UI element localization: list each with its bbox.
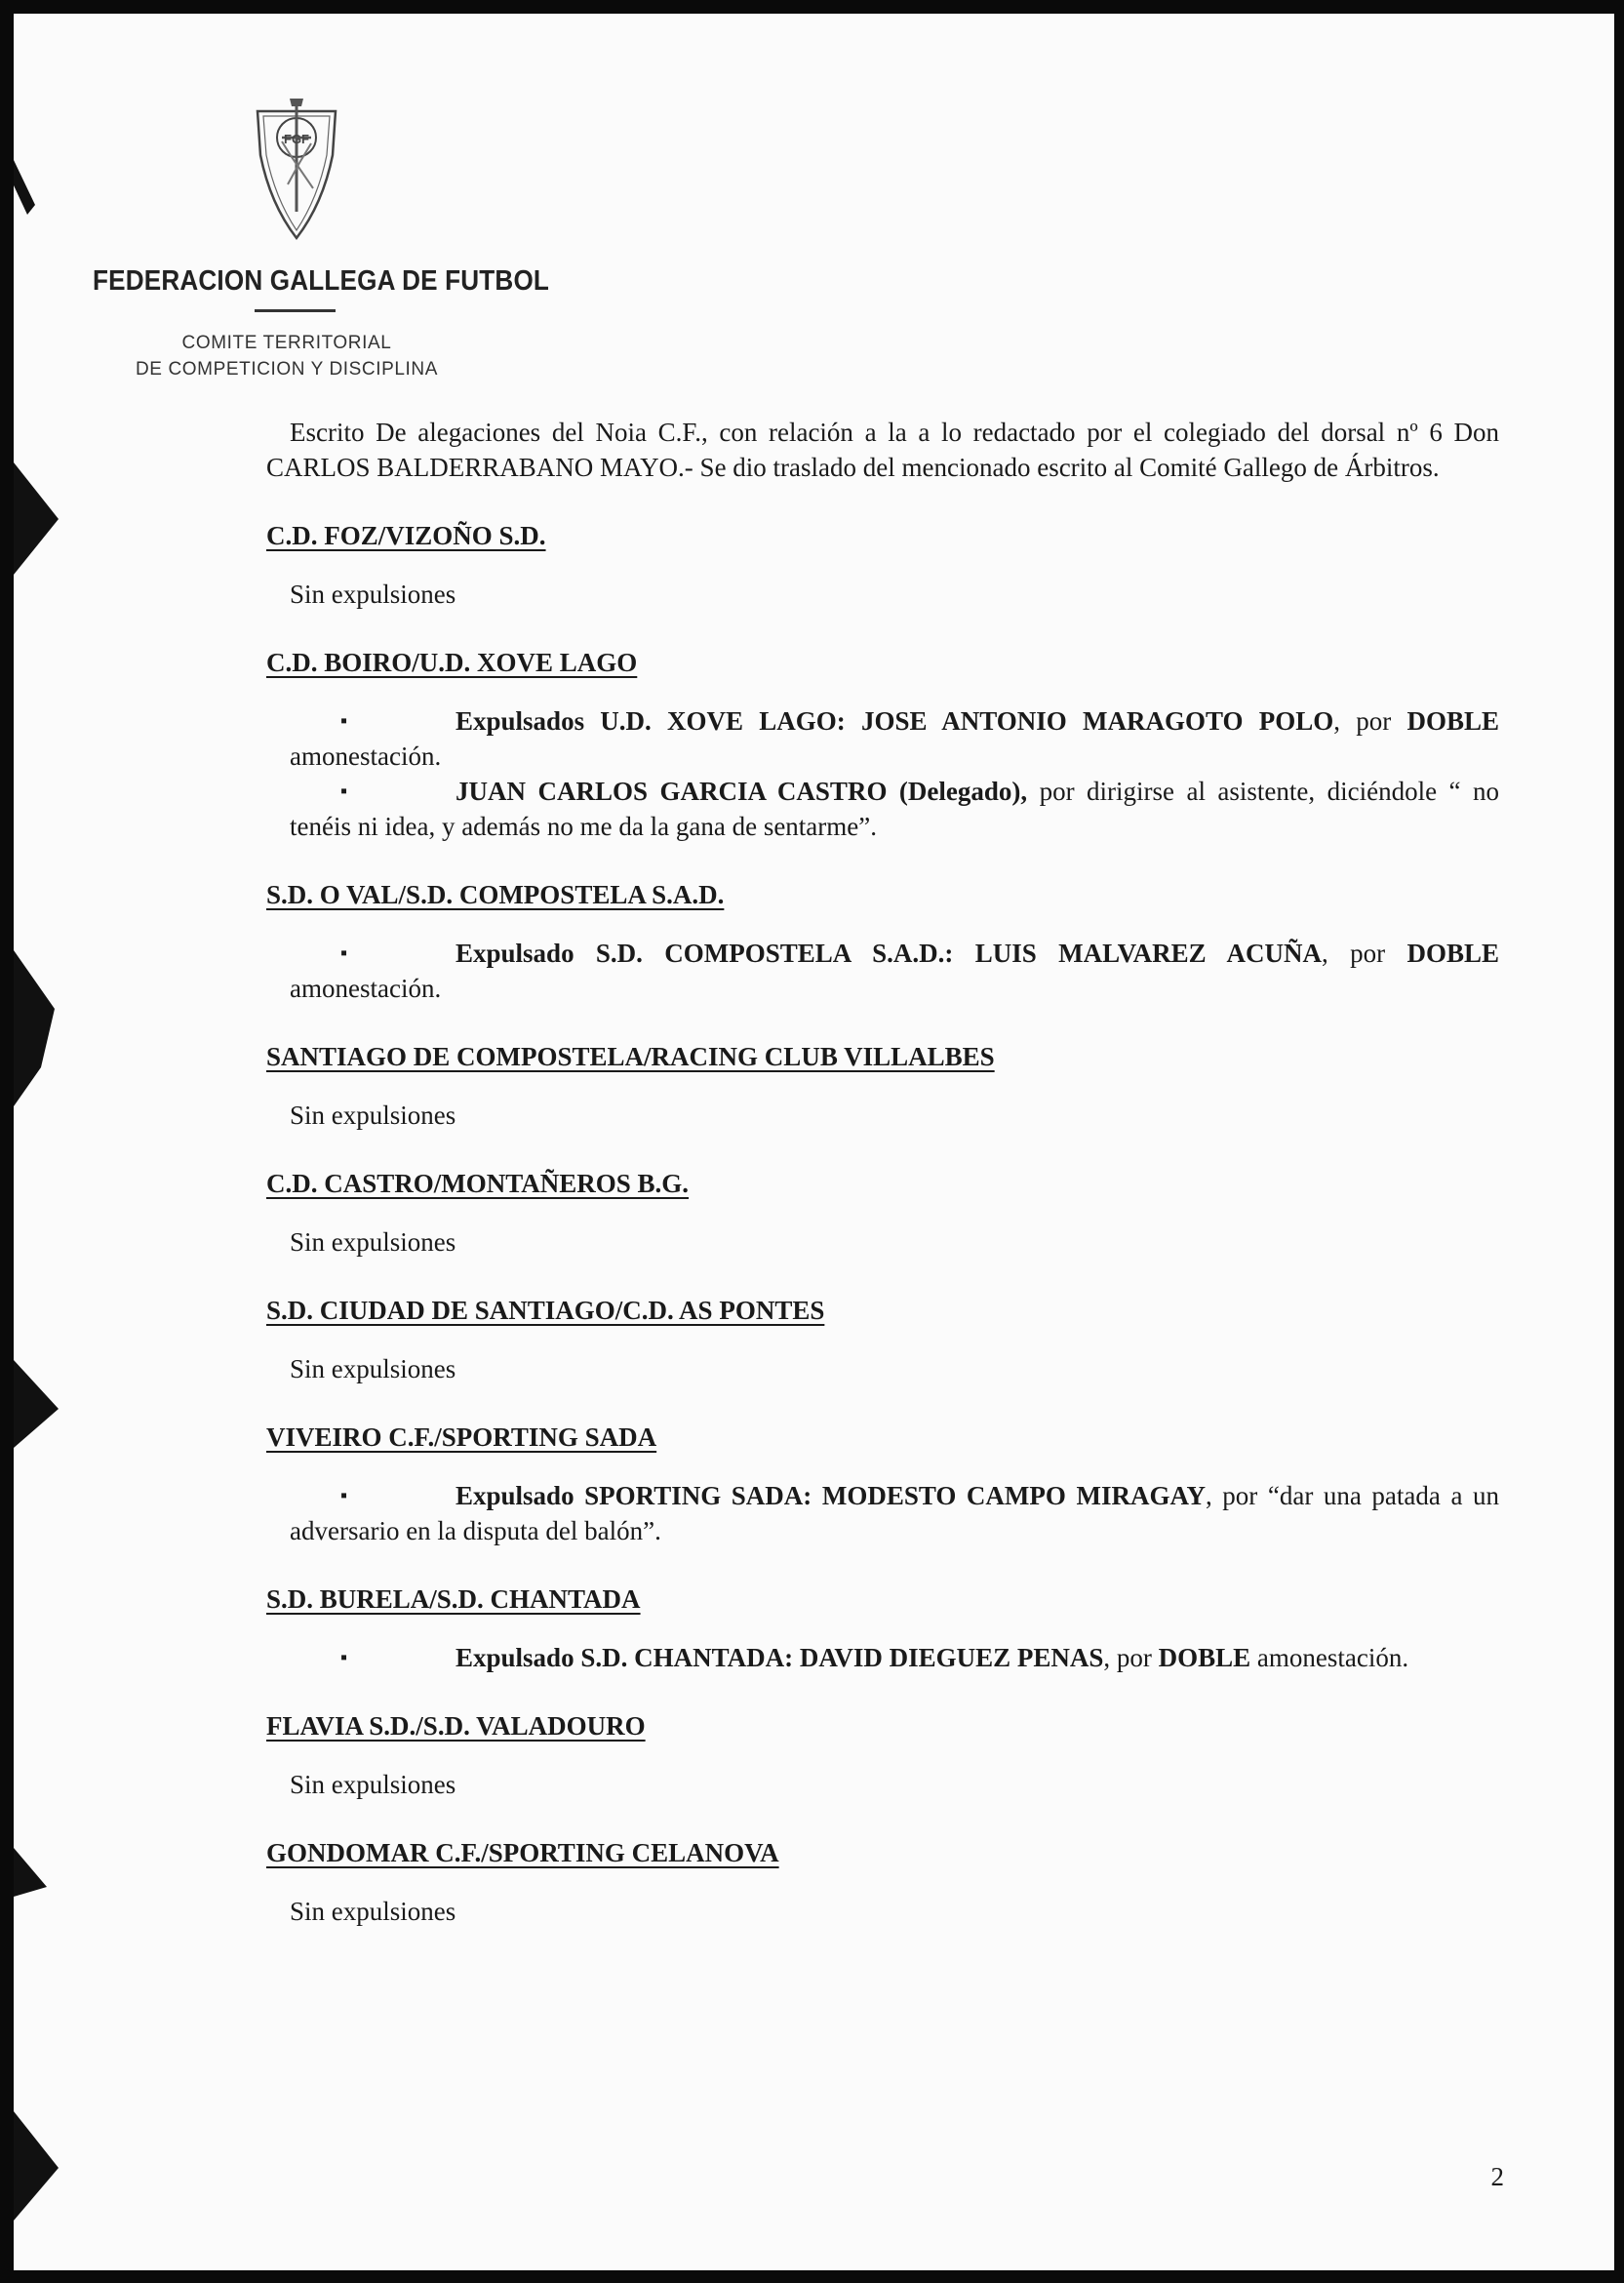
- match-title: S.D. CIUDAD DE SANTIAGO/C.D. AS PONTES: [266, 1296, 825, 1325]
- expulsion-item: [266, 936, 1499, 1006]
- expulsion-bold-text: Expulsados U.D. XOVE LAGO: JOSE ANTONIO MARAGOTO POLO: [456, 706, 1334, 736]
- page-number: 2: [1490, 2162, 1504, 2191]
- expulsion-text: , por “dar una patada a un adversario en la disputa del balón”.: [290, 1481, 1499, 1545]
- match-title: C.D. FOZ/VIZOÑO S.D.: [266, 521, 546, 550]
- expulsion-list: [266, 936, 1499, 1006]
- match-section: [266, 1582, 1499, 1675]
- match-status: Sin expulsiones: [290, 1770, 456, 1799]
- header-divider: [255, 309, 336, 312]
- bullet-icon: ▪: [340, 781, 348, 802]
- match-title: S.D. O VAL/S.D. COMPOSTELA S.A.D.: [266, 880, 725, 909]
- bullet-icon: ▪: [340, 942, 348, 964]
- expulsion-text: amonestación.: [1250, 1643, 1409, 1672]
- match-title: VIVEIRO C.F./SPORTING SADA: [266, 1422, 657, 1452]
- expulsion-item: [266, 1478, 1499, 1548]
- intro-paragraph: Escrito De alegaciones del Noia C.F., con relación a la a lo redactado por el colegiado del dorsal nº 6 Don CARLOS BALDERRABANO MAYO.- Se dio traslado del mencionado escrito al Comité Gallego de Árbitros.: [266, 418, 1499, 482]
- expulsion-item: [266, 1640, 1499, 1675]
- expulsion-bold-text: Expulsado SPORTING SADA: MODESTO CAMPO MIRAGAY: [456, 1481, 1206, 1510]
- match-section: [266, 1708, 1499, 1802]
- federation-crest-icon: [253, 97, 340, 241]
- match-status: Sin expulsiones: [290, 1101, 456, 1130]
- match-title: S.D. BURELA/S.D. CHANTADA: [266, 1584, 641, 1614]
- bullet-icon: ▪: [340, 1485, 348, 1506]
- match-title: FLAVIA S.D./S.D. VALADOURO: [266, 1711, 646, 1741]
- match-section: [266, 877, 1499, 1006]
- expulsion-bold-text: DOBLE: [1406, 706, 1499, 736]
- expulsion-text: , por: [1322, 939, 1407, 968]
- document-body: [266, 415, 1499, 1929]
- committee-name: [72, 330, 501, 382]
- match-title: C.D. BOIRO/U.D. XOVE LAGO: [266, 648, 638, 677]
- committee-line: DE COMPETICION Y DISCIPLINA: [135, 359, 439, 380]
- expulsion-item: [266, 774, 1499, 844]
- expulsion-list: [266, 1478, 1499, 1548]
- expulsion-bold-text: Expulsado S.D. COMPOSTELA S.A.D.: LUIS MALVAREZ ACUÑA: [456, 939, 1323, 968]
- expulsion-list: [266, 703, 1499, 844]
- expulsion-text: por dirigirse al asistente, diciéndole “ no tenéis ni idea, y además no me da la gana de sentarme”.: [290, 777, 1499, 841]
- match-section: [266, 1166, 1499, 1260]
- expulsion-bold-text: DOBLE: [1406, 939, 1499, 968]
- match-section: [266, 645, 1499, 844]
- match-section: [266, 1293, 1499, 1386]
- match-title: GONDOMAR C.F./SPORTING CELANOVA: [266, 1838, 779, 1867]
- match-status: Sin expulsiones: [290, 580, 456, 609]
- match-section: [266, 1039, 1499, 1133]
- expulsion-bold-text: Expulsado S.D. CHANTADA: DAVID DIEGUEZ PENAS: [456, 1643, 1104, 1672]
- expulsion-bold-text: DOBLE: [1158, 1643, 1251, 1672]
- match-section: [266, 518, 1499, 612]
- match-title: C.D. CASTRO/MONTAÑEROS B.G.: [266, 1169, 690, 1198]
- match-section: [266, 1420, 1499, 1548]
- expulsion-bold-text: JUAN CARLOS GARCIA CASTRO (Delegado),: [456, 777, 1028, 806]
- expulsion-text: , por: [1103, 1643, 1159, 1672]
- match-status: Sin expulsiones: [290, 1897, 456, 1926]
- expulsion-item: [266, 703, 1499, 774]
- bullet-icon: ▪: [340, 710, 348, 732]
- expulsion-text: amonestación.: [290, 741, 442, 771]
- organization-name: FEDERACION GALLEGA DE FUTBOL: [93, 265, 550, 297]
- expulsion-text: amonestación.: [290, 974, 442, 1003]
- match-status: Sin expulsiones: [290, 1227, 456, 1257]
- document-page: [14, 14, 1614, 2270]
- match-status: Sin expulsiones: [290, 1354, 456, 1383]
- expulsion-list: [266, 1640, 1499, 1675]
- svg-text:FGF: FGF: [284, 132, 309, 146]
- committee-line: COMITE TERRITORIAL: [181, 333, 392, 353]
- expulsion-text: , por: [1333, 706, 1407, 736]
- match-title: SANTIAGO DE COMPOSTELA/RACING CLUB VILLALBES: [266, 1042, 995, 1071]
- match-section: [266, 1835, 1499, 1929]
- bullet-icon: ▪: [340, 1647, 348, 1668]
